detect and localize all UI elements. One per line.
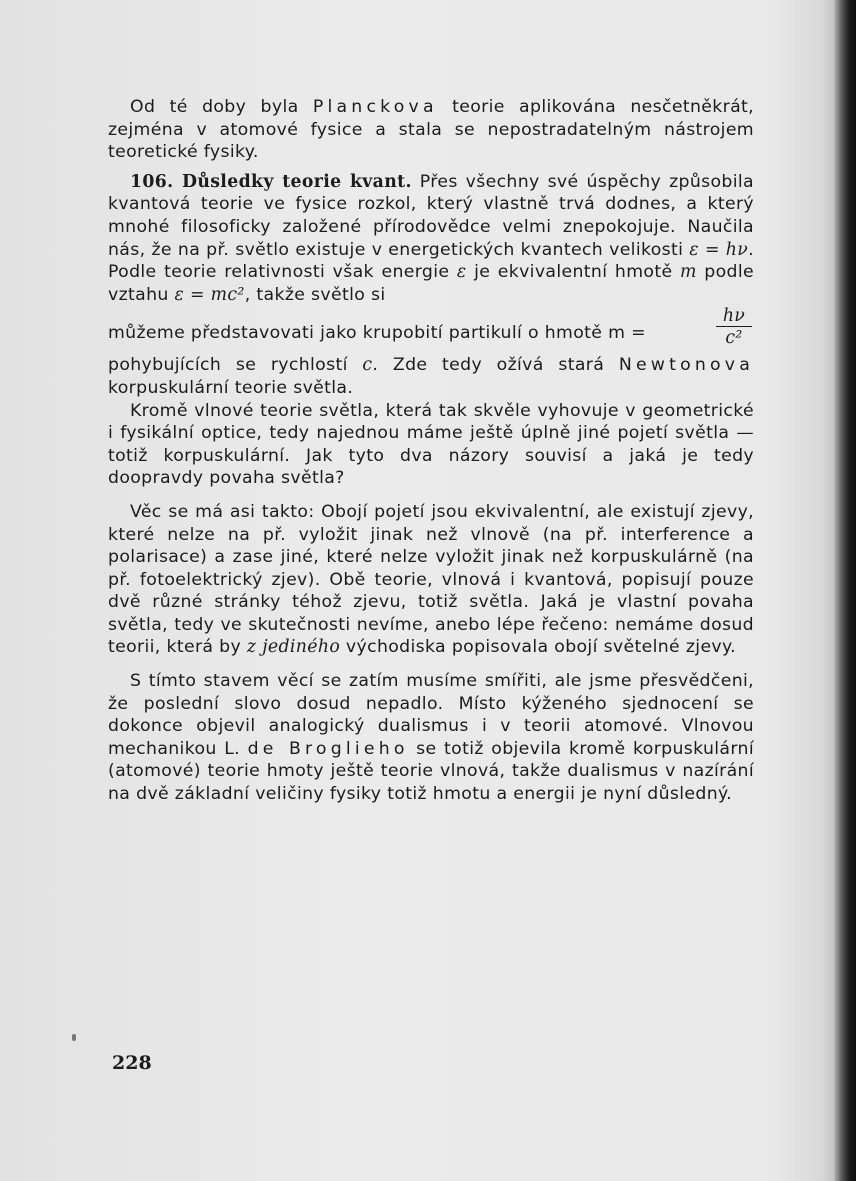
section-heading: 106. Důsledky teorie kvant. — [130, 171, 412, 192]
paragraph-1 — [108, 96, 754, 164]
para1-text-b: teorie aplikována nesčetněkrát, zejména v atomové fysice a stala se nepostradatelným nástrojem teoretické fysiky. — [108, 97, 754, 163]
para1-text-a: Od té doby byla — [130, 97, 313, 117]
fraction-hv-over-c2 — [716, 306, 752, 349]
symbol-c: c — [362, 355, 373, 376]
paragraph-4 — [108, 501, 754, 659]
fraction-lead-text: můžeme představovati jako krupobití partikulí o hmotě m = — [108, 323, 646, 344]
section-text-b: . Podle teorie relativnosti však energie — [108, 239, 754, 283]
planck-name: Planckova — [312, 97, 438, 117]
para4-text-a: Věc se má asi takto: Obojí pojetí jsou ekvivalentní, ale existují zjevy, které nelze na př. vyložit jinak než vlnově (na př. interference a polarisace) a zase jiné, které nelze vyložit jinak než korpuskulárně (na př. fotoelektrický zjev). Obě teorie, vlnová i kvantová, popisují pouze dvě různé stránky téhož zjevu, totiž světla. Jaká je vlastní povaha světla, tedy ve skutečnosti nevíme, anebo lépe řečeno: nemáme dosud teorii, která by — [108, 501, 754, 658]
fraction-denominator: c² — [725, 328, 743, 349]
section-text-c: je ekvivalentní hmotě — [466, 262, 680, 283]
para4-text-b: východiska popisovala obojí světelné zjevy. — [340, 637, 736, 658]
section-text-d: podle vztahu — [108, 262, 755, 305]
de-broglie-name: de Broglieho — [247, 738, 409, 759]
para4-italic: z jediného — [246, 637, 341, 658]
page-number: 228 — [112, 1052, 152, 1074]
ink-speck — [72, 1034, 76, 1041]
para5-text-b: se totiž objevila kromě korpuskulární (atomové) teorie hmoty ještě teorie vlnová, takže dualismus v nazírání na dvě základní veličiny fysiky totiž hmotu a energii je nyní důsledný. — [108, 738, 754, 805]
section-continuation — [108, 354, 754, 399]
paragraph-3: Kromě vlnové teorie světla, která tak skvěle vyhovuje v geometrické i fysikální optice, tedy najednou máme ještě úplně jiné pojetí světla — totiž korpuskulární. Jak tyto dva názory souvisí a jaká je tedy doopravdy povaha světla? — [108, 400, 754, 489]
section-text-e: , takže světlo si — [244, 284, 386, 305]
section-text-a: Přes všechny své úspěchy způsobila kvantová teorie ve fysice rozkol, který vlastně trvá dodnes, a který mnohé filosoficky založené přírodovědce velmi znepokojuje. Naučila nás, že na př. světlo existuje v energetických kvantech velikosti — [108, 171, 754, 260]
section-106 — [108, 171, 754, 307]
newton-name: Newtonova — [618, 355, 754, 376]
page-binding-edge — [834, 0, 856, 1181]
paragraph-5 — [108, 670, 754, 806]
section-text-f: pohybujících se rychlostí — [108, 355, 363, 376]
fraction-numerator: hν — [716, 306, 752, 327]
symbol-epsilon: ε — [456, 262, 467, 283]
formula-e-mc2: ε = mc² — [174, 284, 245, 305]
body-text — [108, 96, 754, 806]
para5-text-a: S tímto stavem věcí se zatím musíme smířiti, ale jsme přesvědčeni, že poslední slovo dosud nepadlo. Místo kýženého sjednocení se dokonce objevil analogický dualismus i v teorii atomové. Vlnovou mechanikou L. — [108, 671, 754, 759]
fraction-line — [108, 306, 754, 354]
symbol-m: m — [680, 262, 697, 283]
section-text-h: korpuskulární teorie světla. — [108, 377, 354, 398]
formula-e-hv: ε = hν — [689, 239, 749, 260]
section-text-g: . Zde tedy ožívá stará — [372, 355, 619, 376]
